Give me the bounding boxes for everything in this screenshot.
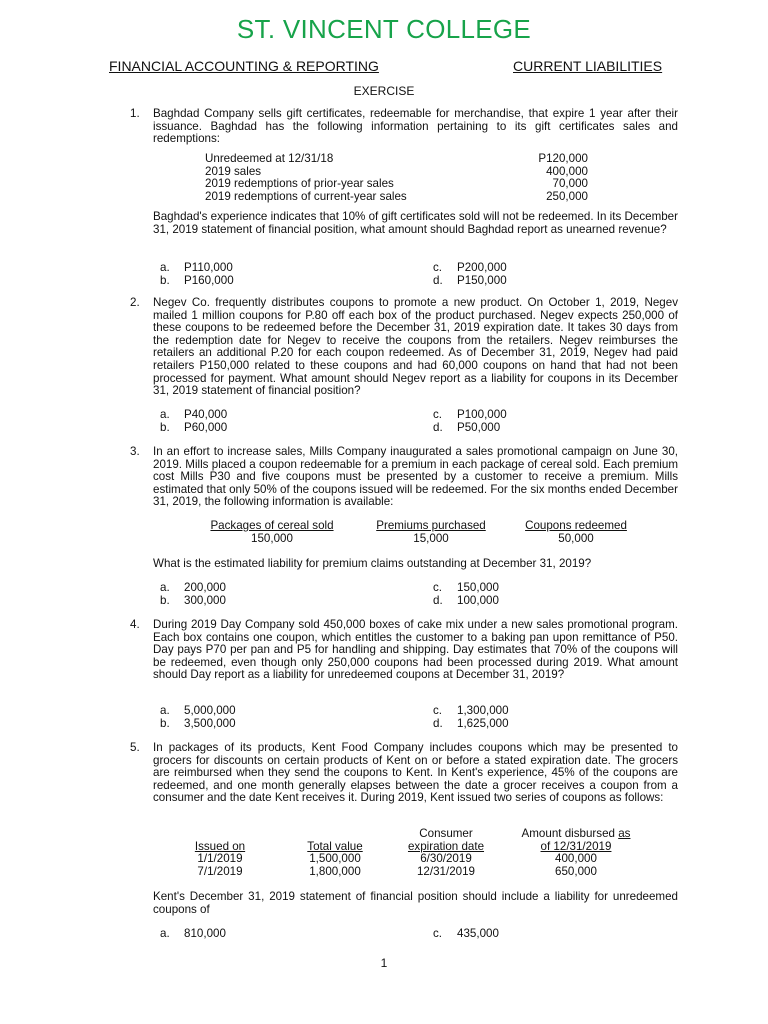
choice-text: 3,500,000 [184,716,236,730]
choice-b[interactable]: b. P160,000 [160,273,234,287]
choice-text: 1,300,000 [457,704,509,717]
choice-text: P150,000 [457,273,507,287]
choice-d[interactable]: d. P50,000 [433,420,501,434]
choice-d[interactable]: d. 100,000 [433,593,499,607]
column-header [506,828,646,841]
choice-text: 5,000,000 [184,704,236,717]
table-column [396,828,496,878]
question-3-prompt [130,558,678,571]
question-number: 2. [130,296,140,309]
question-text: During 2019 Day Company sold 450,000 boxes of cake mix under a new sales promotional program. Each box contains one coupon, which entitles the customer to a baking pan upon remittance of P50. Day pays P70 per pan and P5 for handling and shipping. Day estimates that 70% of the coupons will be redeemed, even though only 250,000 coupons had been processed during 2019. What amount should Day report as a liability for unredeemed coupons at December 31, 2019? [153,618,678,682]
choice-a[interactable]: a. 5,000,000 [160,704,236,717]
column-header: Issued on [194,839,246,853]
question-1-prompt [130,211,678,236]
choice-text: 810,000 [184,927,226,940]
table-column [368,520,494,545]
row-value: P120,000 [538,152,588,165]
topic-title: CURRENT LIABILITIES [513,58,663,74]
column-value: 12/31/2019 [416,864,476,878]
header-part: Amount disbursed [521,827,619,840]
table-column [516,520,636,545]
row-value: 70,000 [552,177,588,191]
row-label: 2019 redemptions of current-year sales [205,189,407,203]
question-text: What is the estimated liability for premium claims outstanding at December 31, 2019? [153,557,592,570]
row-label: 2019 redemptions of prior-year sales [205,177,394,191]
table-column [202,520,342,545]
school-title: ST. VINCENT COLLEGE [236,14,532,44]
question-5 [130,742,678,805]
row-value: 400,000 [546,164,588,178]
choice-b[interactable]: b. P60,000 [160,420,228,434]
course-title: FINANCIAL ACCOUNTING & REPORTING [109,58,379,74]
q1-info-table [205,153,588,203]
section-title: EXERCISE [353,84,415,98]
table-column [180,841,260,879]
table-row [205,191,588,204]
question-number: 4. [130,618,140,631]
column-value: 6/30/2019 [420,852,472,866]
choice-c[interactable]: c. 1,300,000 [433,704,509,717]
row-value: 250,000 [546,189,588,203]
choice-b[interactable]: b. 300,000 [160,593,226,607]
table-column [506,828,646,878]
question-1 [130,108,678,146]
choice-text: P50,000 [457,420,501,434]
column-header: Total value [307,839,363,853]
choice-text: 150,000 [457,581,499,594]
question-text: Negev Co. frequently distributes coupons to promote a new product. On October 1, 2019, Negev mailed 1 million coupons for P.80 off each box of the product purchased. Negev expects 250,000 of these coupons to be redeemed before the December 31, 2019 expiration date. It takes 30 days from the redemption date for Negev to receive the coupons from the retailers. Negev reimburses the retailers an additional P.20 for each coupon redeemed. As of December 31, 2019, Negev had paid retailers P150,000 related to these coupons and had 60,000 coupons on hand that had not been processed for payment. What amount should Negev report as a liability for coupons in its December 31, 2019 statement of financial position? [153,296,678,398]
choice-c[interactable]: c. 435,000 [433,927,499,940]
choice-a[interactable]: a. 200,000 [160,581,226,594]
question-2 [130,297,678,398]
choice-c[interactable]: c. P100,000 [433,408,507,421]
q3-info-table [0,520,768,546]
choice-text: 200,000 [184,581,226,594]
column-header: Premiums purchased [376,519,486,532]
row-label: 2019 sales [205,164,262,178]
column-value: 1,500,000 [309,852,361,866]
column-header: Packages of cereal sold [210,519,334,532]
question-text: Kent's December 31, 2019 statement of financial position should include a liability for unredeemed coupons of [153,890,678,916]
question-text: Baghdad Company sells gift certificates, redeemable for merchandise, that expire 1 year after their issuance. Baghdad has the following information pertaining to its gift certificates sales and redemptions: [153,107,678,146]
choice-a[interactable]: a. P40,000 [160,408,228,421]
choice-text: 300,000 [184,593,226,607]
column-value: 1/1/2019 [197,852,243,866]
choice-b[interactable]: b. 3,500,000 [160,716,236,730]
table-column [290,841,380,879]
column-header: Consumer [419,827,473,840]
question-5-prompt [130,891,678,916]
choice-text: P40,000 [184,408,228,421]
column-header: Coupons redeemed [525,519,627,532]
choice-d[interactable]: d. 1,625,000 [433,716,509,730]
header-part: as [618,827,631,840]
table-row [205,153,588,166]
column-value: 50,000 [558,531,594,545]
question-text: Baghdad's experience indicates that 10% of gift certificates sold will not be redeemed. In its December 31, 2019 statement of financial position, what amount should Baghdad report as unearned revenue? [153,210,678,236]
choice-c[interactable]: c. 150,000 [433,581,499,594]
row-label: Unredeemed at 12/31/18 [205,152,334,165]
choice-text: 435,000 [457,927,499,940]
choice-text: P200,000 [457,261,507,274]
question-number: 5. [130,741,140,754]
column-header: expiration date [407,839,485,853]
column-header: of 12/31/2019 [540,839,612,853]
column-value: 1,800,000 [309,864,361,878]
choice-text: 100,000 [457,593,499,607]
column-value: 650,000 [555,864,597,878]
column-value: 400,000 [555,852,597,866]
question-3 [130,446,678,509]
question-text: In packages of its products, Kent Food Company includes coupons which may be presented to grocers for discounts on certain products of Kent on or before a stated expiration date. The grocers are reimbursed when they send the coupons to Kent. In Kent's experience, 45% of the coupons are redeemed, and one month generally elapses between the date a grocer receives a coupon from a consumer and the date Kent receives it. During 2019, Kent issued two series of coupons as follows: [153,741,678,805]
question-text: In an effort to increase sales, Mills Company inaugurated a sales promotional campaign on June 30, 2019. Mills placed a coupon redeemable for a premium in each package of cereal sold. Each premium cost Mills P30 and five coupons must be presented by a customer to receive a premium. Mills estimated that only 50% of the coupons issued will be redeemed. For the six months ended December 31, 2019, the following information is available: [153,445,678,509]
choice-d[interactable]: d. P150,000 [433,273,507,287]
column-value: 15,000 [413,531,449,545]
choice-text: P60,000 [184,420,228,434]
choice-text: P100,000 [457,408,507,421]
question-number: 3. [130,445,140,458]
choice-text: 1,625,000 [457,716,509,730]
q5-info-table [0,828,768,880]
choice-a[interactable]: a. 810,000 [160,927,226,940]
choice-text: P110,000 [184,261,233,274]
table-row [205,178,588,191]
question-number: 1. [130,107,140,120]
question-4 [130,619,678,682]
column-value: 7/1/2019 [197,864,243,878]
choice-c[interactable]: c. P200,000 [433,261,507,274]
column-value: 150,000 [251,531,293,545]
choice-a[interactable]: a. P110,000 [160,261,233,274]
page-number: 1 [380,956,388,970]
choice-text: P160,000 [184,273,234,287]
